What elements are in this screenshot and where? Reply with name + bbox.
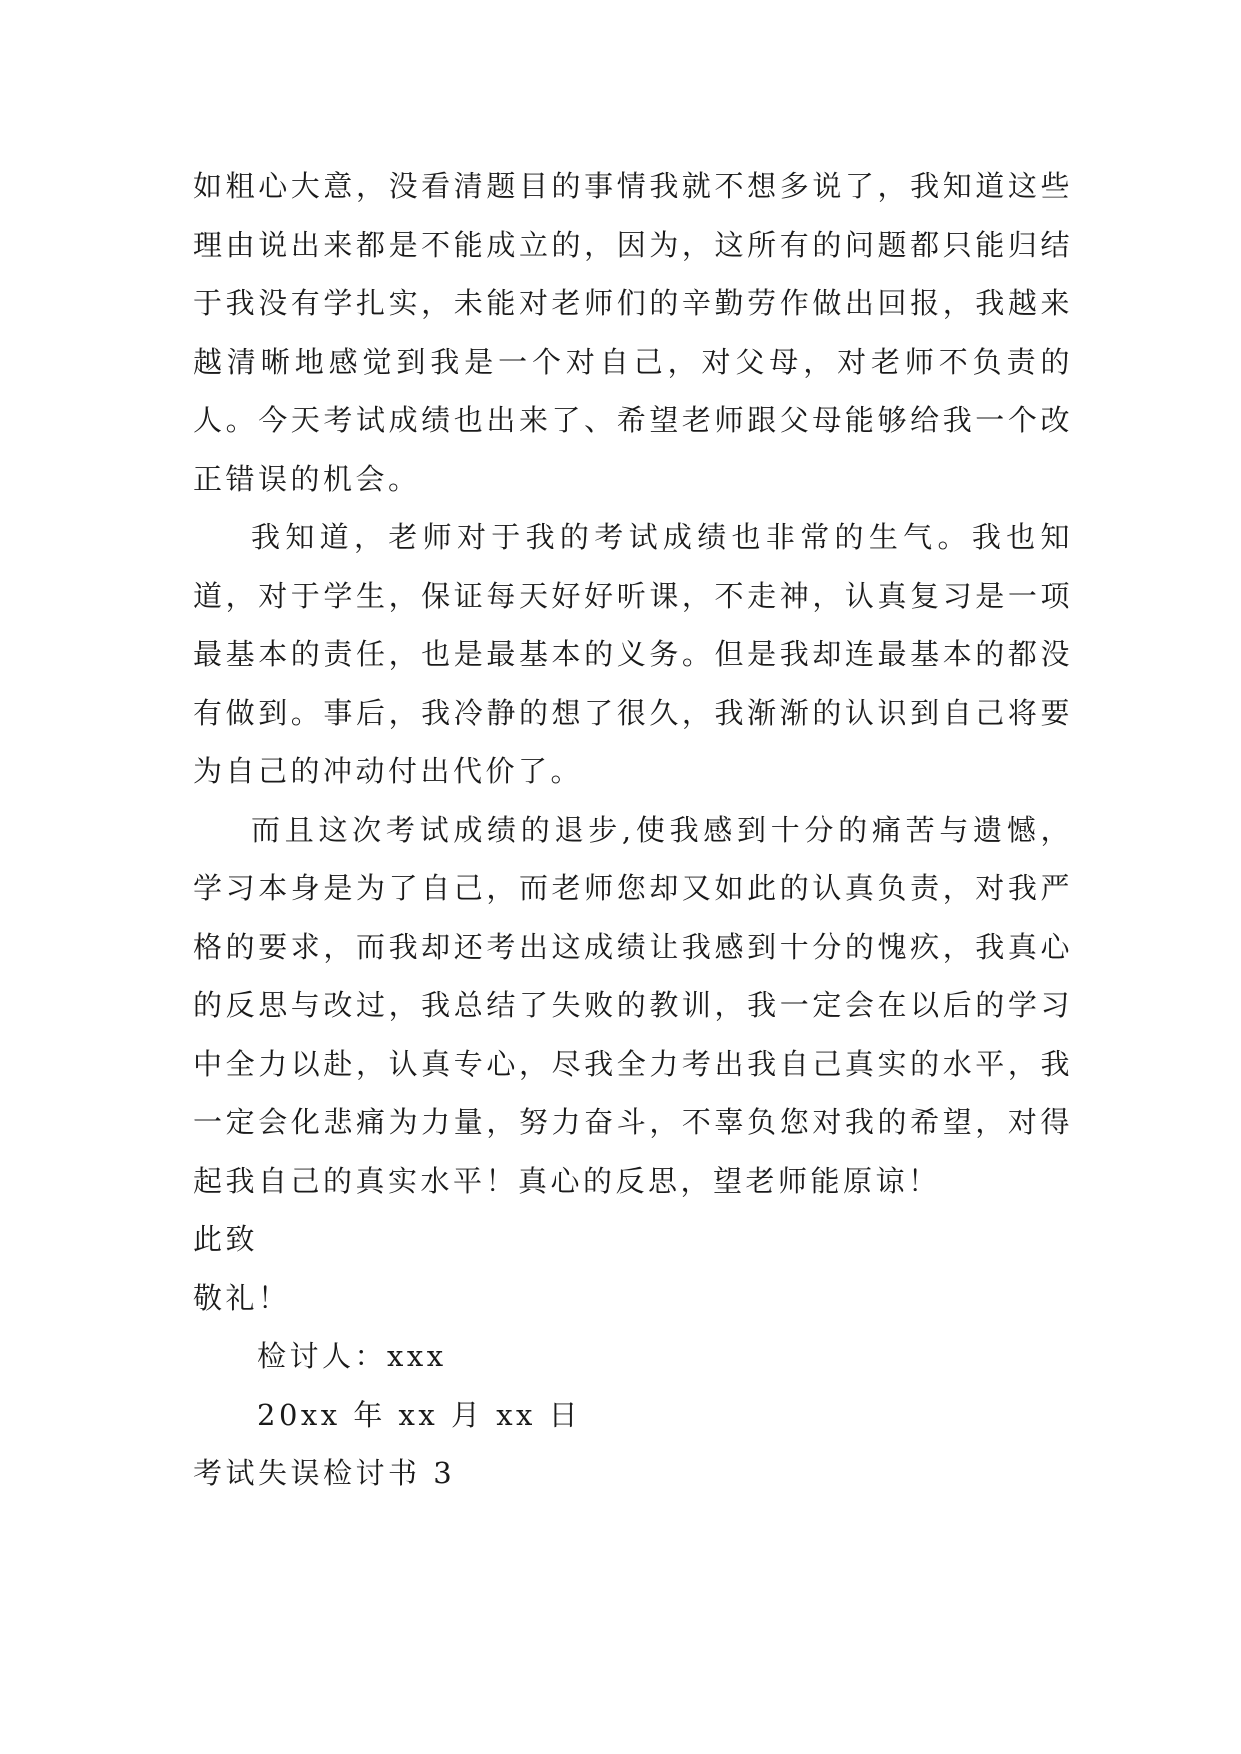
paragraph-3: 而且这次考试成绩的退步,使我感到十分的痛苦与遗憾，学习本身是为了自己，而老师您却又如此的认真负责，对我严格的要求，而我却还考出这成绩让我感到十分的愧疚，我真心的反思与改过，我总结了失败的教训，我一定会在以后的学习中全力以赴，认真专心，尽我全力考出我自己真实的水平，我一定会化悲痛为力量，努力奋斗，不辜负您对我的希望，对得起我自己的真实水平！真心的反思，望老师能原谅！ <box>193 812 1073 1198</box>
closing-regards: 敬礼！ <box>193 1280 291 1315</box>
closing-salutation: 此致 <box>193 1222 259 1256</box>
next-section-title: 考试失误检讨书 3 <box>193 1456 456 1490</box>
paragraph-1: 如粗心大意，没看清题目的事情我就不想多说了，我知道这些理由说出来都是不能成立的，因为，这所有的问题都只能归结于我没有学扎实，未能对老师们的辛勤劳作做出回报，我越来越清晰地感觉到我是一个对自己，对父母，对老师不负责的人。今天考试成绩也出来了、希望老师跟父母能够给我一个改正错误的机会。 <box>193 169 1073 496</box>
document-body <box>193 157 1073 1503</box>
paragraph-2: 我知道，老师对于我的考试成绩也非常的生气。我也知道，对于学生，保证每天好好听课，不走神，认真复习是一项最基本的责任，也是最基本的义务。但是我却连最基本的都没有做到。事后，我冷静的想了很久，我渐渐的认识到自己将要为自己的冲动付出代价了。 <box>193 520 1073 788</box>
signer-line: 检讨人：xxx <box>257 1339 447 1373</box>
date-line: 20xx 年 xx 月 xx 日 <box>257 1397 582 1432</box>
